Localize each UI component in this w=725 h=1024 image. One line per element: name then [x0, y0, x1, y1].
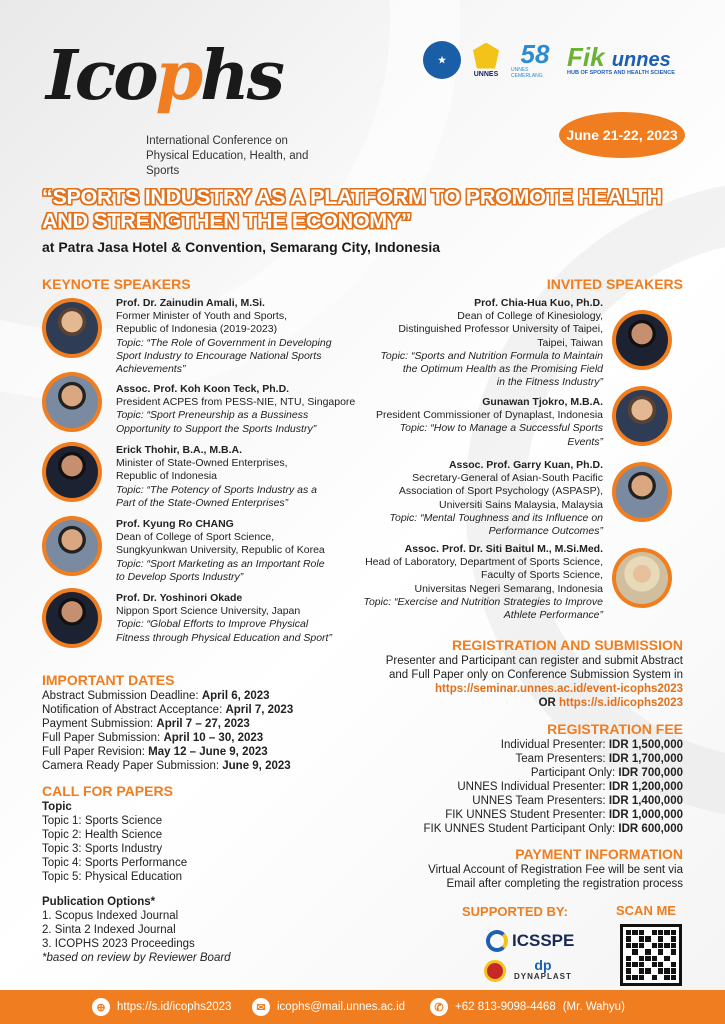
date-item: Full Paper Revision: May 12 – June 9, 2023 [42, 746, 268, 759]
partner-logos [423, 40, 685, 80]
footer-phone[interactable]: ✆ +62 813-9098-4468 (Mr. Wahyu) [430, 998, 625, 1016]
date-item: Full Paper Submission: April 10 – 30, 2023 [42, 732, 264, 745]
registration-link[interactable]: https://seminar.unnes.ac.id/event-icophs2023 [435, 683, 683, 696]
mail-icon: ✉ [252, 998, 270, 1016]
keynote-speaker-5: Prof. Dr. Yoshinori Okade Nippon Sport Science University, Japan Topic: “Global Efforts to Improve Physical Fitness through Physical Education and Sport” [116, 592, 332, 644]
conference-date-badge: June 21-22, 2023 [559, 112, 685, 158]
important-dates-heading: IMPORTANT DATES [42, 672, 175, 688]
keynote-speaker-1: Prof. Dr. Zainudin Amali, M.Si. Former Minister of Youth and Sports, Republic of Indonesia (2019-2023) Topic: “The Role of Government in Developing Sport Industry to Encourage National Sports Achievements” [116, 297, 332, 376]
speaker-photo [42, 516, 102, 576]
conference-name: International Conference on Physical Education, Health, and Sports [146, 135, 309, 178]
invited-speaker-4: Assoc. Prof. Dr. Siti Baitul M., M.Si.Med. Head of Laboratory, Department of Sports Science, Faculty of Sports Science, Universitas Negeri Semarang, Indonesia Topic: “Exercise and Nutrition Strategies to Improve Athlete Performance” [363, 543, 603, 622]
important-dates-list [42, 689, 293, 773]
invited-speaker-2: Gunawan Tjokro, M.B.A. President Commissioner of Dynaplast, Indonesia Topic: “How to Manage a Successful Sports Events” [375, 396, 603, 448]
footer-website[interactable]: ⊕ https://s.id/icophs2023 [92, 998, 252, 1016]
fik-unnes-logo-icon: Fik unnes HUB OF SPORTS AND HEALTH SCIENCE [567, 42, 675, 76]
fee-list [423, 738, 683, 836]
whatsapp-icon: ✆ [430, 998, 448, 1016]
short-registration-link[interactable]: https://s.id/icophs2023 [559, 697, 683, 710]
fee-item: Participant Only: IDR 700,000 [530, 767, 683, 780]
fee-item: UNNES Individual Presenter: IDR 1,200,000 [457, 781, 683, 794]
speaker-photo [612, 386, 672, 446]
registration-heading: REGISTRATION AND SUBMISSION [451, 637, 683, 653]
invited-speakers-heading: INVITED SPEAKERS [546, 276, 683, 292]
date-item: Notification of Abstract Acceptance: April 7, 2023 [42, 704, 294, 717]
conference-venue: at Patra Jasa Hotel & Convention, Semarang City, Indonesia [42, 239, 441, 255]
speaker-photo [612, 310, 672, 370]
fee-item: Individual Presenter: IDR 1,500,000 [500, 739, 683, 751]
keynote-speaker-3: Erick Thohir, B.A., M.B.A. Minister of State-Owned Enterprises, Republic of Indonesia Topic: “The Potency of Sports Industry as a Part of the State-Owned Enterprises” [116, 444, 317, 509]
fee-item: UNNES Team Presenters: IDR 1,400,000 [472, 795, 683, 808]
supported-by-heading: SUPPORTED BY: [462, 904, 568, 919]
date-item: Payment Submission: April 7 – 27, 2023 [42, 718, 250, 731]
fee-item: Team Presenters: IDR 1,700,000 [515, 753, 683, 766]
dynaplast-logo: dp DYNAPLAST [514, 957, 572, 981]
date-item: Camera Ready Paper Submission: June 9, 2023 [42, 760, 291, 773]
registration-fee-heading: REGISTRATION FEE [547, 721, 683, 737]
speaker-photo [612, 548, 672, 608]
invited-speaker-3: Assoc. Prof. Garry Kuan, Ph.D. Secretary-General of Asian-South Pacific Association of Sport Psychology (ASPASP), Universiti Sains Malaysia, Malaysia Topic: “Mental Toughness and its Influence on Performance Outcomes” [389, 459, 603, 538]
keynote-speaker-2: Assoc. Prof. Koh Koon Teck, Ph.D. President ACPES from PESS-NIE, NTU, Singapore Topic: “Sport Preneurship as a Bussiness Opportunity to Support the Sports Industry” [116, 383, 356, 435]
payment-info: Virtual Account of Registration Fee will be sent via Email after completing the registration process [428, 864, 683, 891]
unnes-logo-icon: UNNES [469, 40, 503, 80]
contact-footer [0, 990, 725, 1024]
conference-theme: “SPORTS INDUSTRY AS A PLATFORM TO PROMOTE HEALTH AND STRENGTHEN THE ECONOMY” [42, 185, 662, 233]
footer-email[interactable]: ✉ icophs@mail.unnes.ac.id [252, 998, 430, 1016]
icsspe-icon [486, 930, 508, 952]
date-item: Abstract Submission Deadline: April 6, 2023 [42, 690, 270, 702]
kemenpora-logo-icon [484, 960, 506, 982]
kemdikbud-logo-icon: ★ [423, 41, 461, 79]
registration-info: Presenter and Participant can register and submit Abstract and Full Paper only on Conference Submission System in https://seminar.unnes.ac.id/event-icophs2023 OR https://s.id/icophs2023 [385, 655, 683, 710]
speaker-photo [42, 442, 102, 502]
invited-speaker-1: Prof. Chia-Hua Kuo, Ph.D. Dean of College of Kinesiology, Distinguished Professor University of Taipei, Taipei, Taiwan Topic: “Sports and Nutrition Formula to Maintain the Optimum Health as the Promising Field in the Fitness Industry” [380, 297, 603, 389]
speaker-photo [42, 372, 102, 432]
icophs-logo: Icophs [46, 36, 282, 116]
publication-options: Publication Options* 1. Scopus Indexed Journal 2. Sinta 2 Indexed Journal 3. ICOPHS 2023 Proceedings *based on review by Reviewer Board [42, 896, 231, 965]
speaker-photo [612, 462, 672, 522]
anniversary-58-logo-icon: 58 UNNES CEMERLANG [511, 39, 550, 79]
keynote-speakers-heading: KEYNOTE SPEAKERS [42, 276, 191, 292]
payment-info-heading: PAYMENT INFORMATION [515, 846, 683, 862]
speaker-photo [42, 588, 102, 648]
fee-item: FIK UNNES Student Participant Only: IDR 600,000 [423, 823, 683, 836]
keynote-speaker-4: Prof. Kyung Ro CHANG Dean of College of Sport Science, Sungkyunkwan University, Republic of Korea Topic: “Sport Marketing as an Important Role to Develop Sports Industry” [116, 518, 325, 583]
topics-list: Topic Topic 1: Sports Science Topic 2: Health Science Topic 3: Sports Industry Topic 4: Sports Performance Topic 5: Physical Education [42, 801, 188, 884]
scan-me-heading: SCAN ME [616, 903, 676, 918]
globe-icon: ⊕ [92, 998, 110, 1016]
conference-brand [46, 36, 309, 178]
icsspe-logo: ICSSPE [486, 930, 574, 952]
speaker-photo [42, 298, 102, 358]
fee-item: FIK UNNES Student Presenter: IDR 1,000,000 [445, 809, 683, 822]
qr-code[interactable] [620, 924, 682, 986]
call-for-papers-heading: CALL FOR PAPERS [42, 783, 173, 799]
